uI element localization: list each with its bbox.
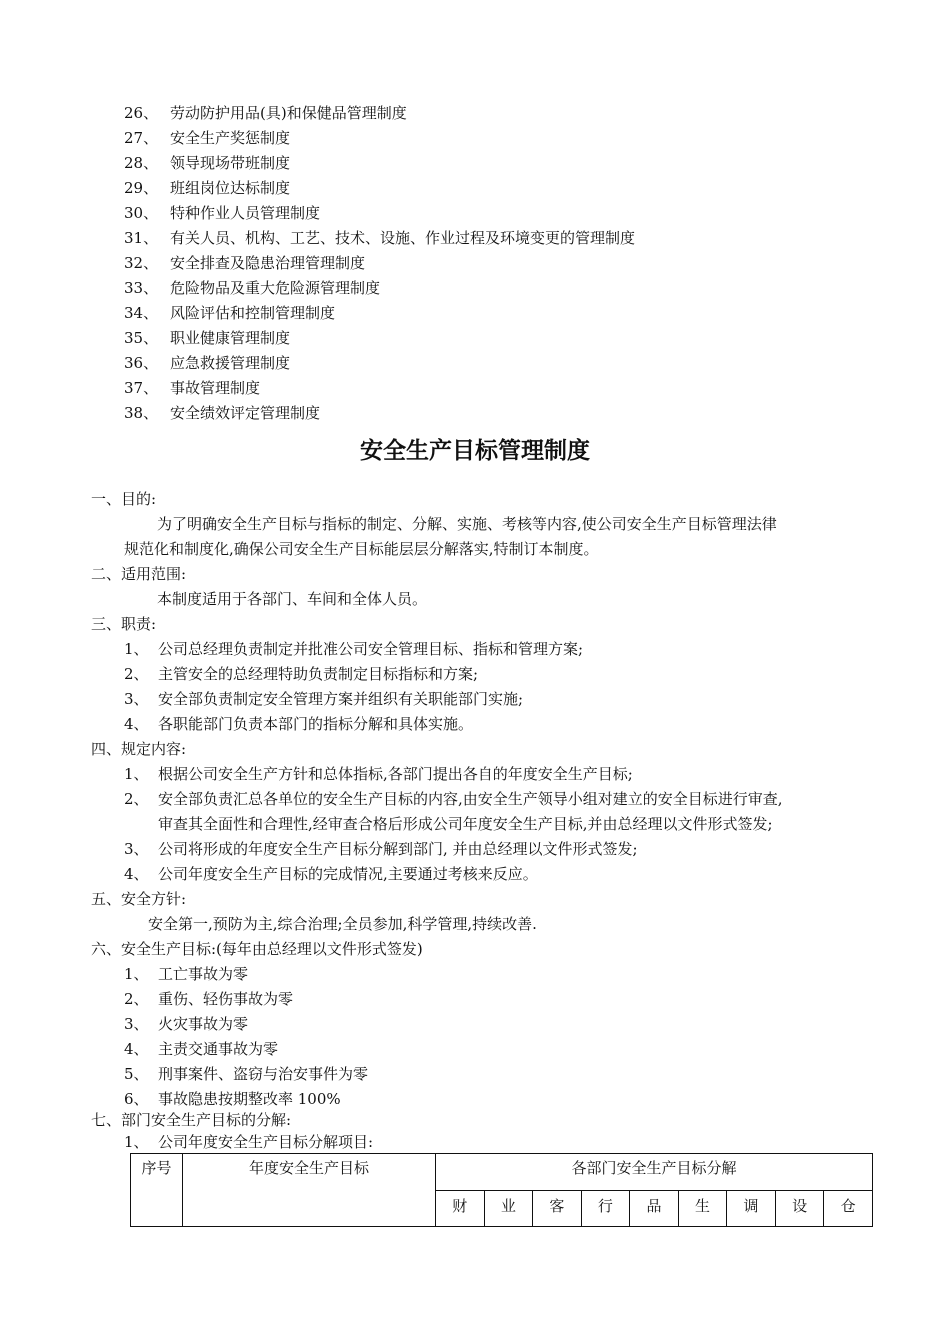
list-item: 2、 主管安全的总经理特助负责制定目标指标和方案;	[124, 665, 479, 683]
list-item: 1、 工亡事故为零	[124, 965, 249, 983]
list-item: 4、 各职能部门负责本部门的指标分解和具体实施。	[124, 715, 474, 733]
list-item: 3、 安全部负责制定安全管理方案并组织有关职能部门实施;	[124, 690, 524, 708]
table-header-row	[131, 1154, 873, 1191]
section-heading-goals: 六、安全生产目标:(每年由总经理以文件形式签发)	[91, 940, 423, 958]
list-item: 2、 安全部负责汇总各单位的安全生产目标的内容,由安全生产领导小组对建立的安全目标进行审查,	[124, 790, 783, 808]
subheader-cell: 行	[581, 1191, 630, 1227]
section-heading-scope: 二、适用范围:	[91, 565, 187, 583]
subheader-cell: 财	[436, 1191, 485, 1227]
document-title: 安全生产目标管理制度	[360, 438, 590, 464]
list-item: 31、 有关人员、机构、工艺、技术、设施、作业过程及环境变更的管理制度	[124, 229, 636, 247]
section-heading-purpose: 一、目的:	[91, 490, 157, 508]
section-heading-decomposition: 七、部门安全生产目标的分解:	[91, 1111, 292, 1129]
header-annual-goal: 年度安全生产目标	[183, 1154, 436, 1227]
list-item: 35、 职业健康管理制度	[124, 329, 291, 347]
subheader-cell: 客	[533, 1191, 582, 1227]
section-heading-provisions: 四、规定内容:	[91, 740, 187, 758]
section-heading-policy: 五、安全方针:	[91, 890, 187, 908]
list-item: 6、 事故隐患按期整改率 100%	[124, 1090, 341, 1108]
subheader-cell: 业	[484, 1191, 533, 1227]
list-item: 4、 主责交通事故为零	[124, 1040, 279, 1058]
header-seq: 序号	[131, 1154, 183, 1227]
list-item: 3、 火灾事故为零	[124, 1015, 249, 1033]
list-item: 1、 公司年度安全生产目标分解项目:	[124, 1133, 374, 1151]
list-item: 30、 特种作业人员管理制度	[124, 204, 321, 222]
list-item: 34、 风险评估和控制管理制度	[124, 304, 336, 322]
list-item: 27、 安全生产奖惩制度	[124, 129, 291, 147]
list-item: 1、 公司总经理负责制定并批准公司安全管理目标、指标和管理方案;	[124, 640, 584, 658]
subheader-cell: 仓	[824, 1191, 873, 1227]
subheader-cell: 生	[678, 1191, 727, 1227]
scope-paragraph: 本制度适用于各部门、车间和全体人员。	[157, 590, 428, 608]
list-item: 28、 领导现场带班制度	[124, 154, 291, 172]
list-item: 37、 事故管理制度	[124, 379, 261, 397]
list-item-continuation: 审查其全面性和合理性,经审查合格后形成公司年度安全生产目标,并由总经理以文件形式签发;	[158, 815, 773, 833]
subheader-cell: 品	[630, 1191, 679, 1227]
list-item: 2、 重伤、轻伤事故为零	[124, 990, 294, 1008]
list-item: 26、 劳动防护用品(具)和保健品管理制度	[124, 104, 407, 122]
subheader-cell: 设	[775, 1191, 824, 1227]
list-item: 38、 安全绩效评定管理制度	[124, 404, 321, 422]
policy-paragraph: 安全第一,预防为主,综合治理;全员参加,科学管理,持续改善.	[148, 915, 537, 933]
goal-decomposition-table	[130, 1153, 873, 1227]
header-dept-decomposition: 各部门安全生产目标分解	[436, 1154, 873, 1191]
list-item: 29、 班组岗位达标制度	[124, 179, 291, 197]
purpose-paragraph-line: 规范化和制度化,确保公司安全生产目标能层层分解落实,特制订本制度。	[124, 540, 599, 558]
list-item: 3、 公司将形成的年度安全生产目标分解到部门, 并由总经理以文件形式签发;	[124, 840, 638, 858]
list-item: 1、 根据公司安全生产方针和总体指标,各部门提出各自的年度安全生产目标;	[124, 765, 633, 783]
list-item: 4、 公司年度安全生产目标的完成情况,主要通过考核来反应。	[124, 865, 538, 883]
list-item: 5、 刑事案件、盗窃与治安事件为零	[124, 1065, 369, 1083]
section-heading-duties: 三、职责:	[91, 615, 157, 633]
subheader-cell: 调	[727, 1191, 776, 1227]
list-item: 32、 安全排查及隐患治理管理制度	[124, 254, 366, 272]
purpose-paragraph-line: 为了明确安全生产目标与指标的制定、分解、实施、考核等内容,使公司安全生产目标管理法律	[157, 515, 777, 533]
list-item: 36、 应急救援管理制度	[124, 354, 291, 372]
list-item: 33、 危险物品及重大危险源管理制度	[124, 279, 381, 297]
